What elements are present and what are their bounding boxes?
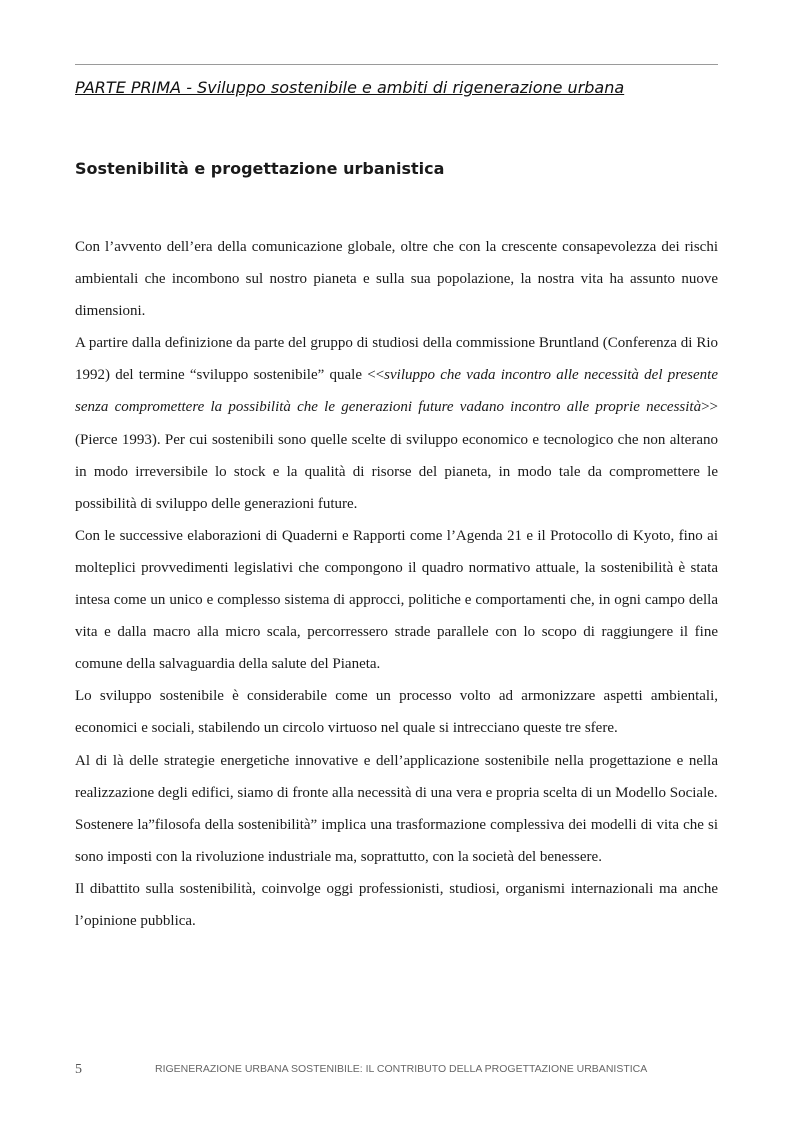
section-title: Sostenibilità e progettazione urbanistica xyxy=(75,159,445,178)
paragraph-2-start: A partire dalla definizione da parte del gruppo di studiosi della commissione Bruntland (Conferenza di Rio 1992) del termine “sviluppo sostenibile” quale << xyxy=(75,335,718,384)
page-number: 5 xyxy=(75,1062,82,1077)
paragraph-7: Il dibattito sulla sostenibilità, coinvolge oggi professionisti, studiosi, organismi internazionali ma anche l’opinione pubblica. xyxy=(75,880,718,929)
paragraph-4: Lo sviluppo sostenibile è considerabile come un processo volto ad armonizzare aspetti ambientali, economici e sociali, stabilendo un circolo virtuoso nel quale si intrecciano queste tre sfere. xyxy=(75,688,718,737)
header-rule xyxy=(75,64,718,65)
paragraph-2-end: >>(Pierce 1993). Per cui sostenibili sono quelle scelte di sviluppo economico e tecnologico che non alterano in modo irreversibile lo stock e la qualità di risorse del pianeta, in modo tale da compromettere le possibilità di sviluppo delle generazioni future. xyxy=(75,399,718,512)
paragraph-6: Sostenere la”filosofa della sostenibilità” implica una trasformazione complessiva dei modelli di vita che si sono imposti con la rivoluzione industriale ma, soprattutto, con la società del benessere. xyxy=(75,816,718,865)
running-title: RIGENERAZIONE URBANA SOSTENIBILE: IL CONTRIBUTO DELLA PROGETTAZIONE URBANISTICA xyxy=(155,1063,648,1075)
paragraph-5: Al di là delle strategie energetiche innovative e dell’applicazione sostenibile nella progettazione e nella realizzazione degli edifici, siamo di fronte alla necessità di una vera e propria scelta di un Modello Sociale. xyxy=(75,752,718,801)
part-title: PARTE PRIMA - Sviluppo sostenibile e ambiti di rigenerazione urbana xyxy=(75,78,625,97)
paragraph-3: Con le successive elaborazioni di Quaderni e Rapporti come l’Agenda 21 e il Protocollo di Kyoto, fino ai molteplici provvedimenti legislativi che compongono il quadro normativo attuale, la sostenibilità è stata intesa come un unico e complesso sistema di approcci, politiche e comportamenti che, in ogni campo della vita e dalla macro alla micro scala, percorressero strade parallele con lo scopo di raggiungere il fine comune della salvaguardia della salute del Pianeta. xyxy=(75,527,718,673)
body-text xyxy=(75,231,718,937)
paragraph-1: Con l’avvento dell’era della comunicazione globale, oltre che con la crescente consapevolezza dei rischi ambientali che incombono sul nostro pianeta e sulla sua popolazione, la nostra vita ha assunto nuove dimensioni. xyxy=(75,239,718,320)
paragraph-2-quote: sviluppo che vada incontro alle necessità del presente senza compromettere la possibilità che le generazioni future vadano incontro alle proprie necessità xyxy=(75,367,719,416)
paragraph-2 xyxy=(75,327,718,520)
